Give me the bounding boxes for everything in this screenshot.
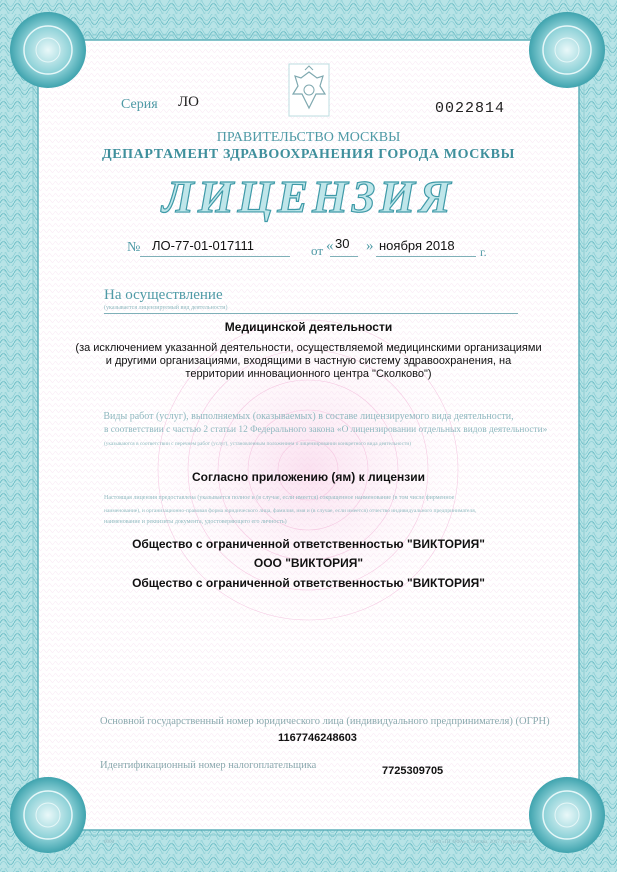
activity-name: Медицинской деятельности	[224, 320, 393, 334]
quote-close: »	[366, 238, 374, 254]
activity-exclusion-line: территории инновационного центра "Сколково")	[185, 368, 432, 380]
department-title: ДЕПАРТАМЕНТ ЗДРАВООХРАНЕНИЯ ГОРОДА МОСКВЫ	[102, 147, 515, 162]
day-underline	[330, 256, 358, 257]
series-value: ЛО	[178, 94, 200, 110]
activity-label: На осуществление	[104, 287, 223, 303]
license-number: ЛО-77-01-017111	[152, 238, 255, 253]
quote-open: «	[326, 238, 334, 254]
footer-printer-note: ООО «ПТ ОФА» г. Москва, 2017 год, уровень Б	[430, 840, 532, 845]
activity-exclusion-line: и другими организациями, входящими в частную систему здравоохранения, на	[105, 355, 512, 367]
holder-brand-name: Общество с ограниченной ответственностью "ВИКТОРИЯ"	[132, 576, 485, 590]
government-title: ПРАВИТЕЛЬСТВО МОСКВЫ	[216, 130, 401, 145]
number-underline	[140, 256, 290, 257]
works-hint: (указываются в соответствии с перечнем работ (услуг), установленным положением о лицензировании конкретного вида деятельности)	[104, 441, 411, 447]
activity-underline	[104, 313, 518, 314]
date-day: 30	[335, 236, 350, 251]
holder-full-name: Общество с ограниченной ответственностью "ВИКТОРИЯ"	[132, 537, 485, 551]
inn-value: 7725309705	[382, 765, 444, 777]
coat-of-arms	[289, 64, 329, 116]
holder-short-name: ООО "ВИКТОРИЯ"	[253, 556, 364, 570]
date-month-year: ноября 2018	[379, 238, 455, 253]
series-label: Серия	[121, 97, 158, 112]
holder-text-line: наименование и реквизиты документа, удостоверяющего его личность)	[104, 519, 287, 525]
corner-rosette	[10, 12, 86, 88]
license-blank-number: 0022814	[435, 100, 506, 117]
works-text-line: в соответствии с частью 2 статьи 12 Федерального закона «О лицензировании отдельных видов деятельности»	[104, 425, 548, 435]
activity-hint: (указывается лицензируемый вид деятельности)	[104, 305, 228, 311]
ogrn-value: 1167746248603	[278, 732, 357, 744]
ogrn-label: Основной государственный номер юридического лица (индивидуального предпринимателя) (ОГРН)	[100, 716, 550, 727]
date-from-label: от	[311, 243, 324, 258]
inn-label: Идентификационный номер налогоплательщика	[100, 760, 317, 771]
number-sign: №	[127, 240, 141, 255]
footer-left-note: 0000	[104, 840, 114, 845]
works-text-line: Виды работ (услуг), выполняемых (оказываемых) в составе лицензируемого вида деятельности,	[103, 411, 514, 422]
activity-exclusion-line: (за исключением указанной деятельности, осуществляемой медицинскими организациями	[75, 342, 542, 354]
holder-text-line: Настоящая лицензия предоставлена (указывается полное и (в случае, если имеется) сокращенное наименование (в том числе фирменное	[104, 495, 455, 501]
works-value: Согласно приложению (ям) к лицензии	[192, 470, 425, 484]
year-suffix: г.	[480, 245, 487, 259]
month-underline	[376, 256, 476, 257]
holder-text-line: наименование), и организационно-правовая форма юридического лица, фамилия, имя и (в случае, если имеется) отчество индивидуального предпринимателя,	[104, 508, 477, 514]
document-title: ЛИЦЕНЗИЯ	[162, 171, 455, 222]
